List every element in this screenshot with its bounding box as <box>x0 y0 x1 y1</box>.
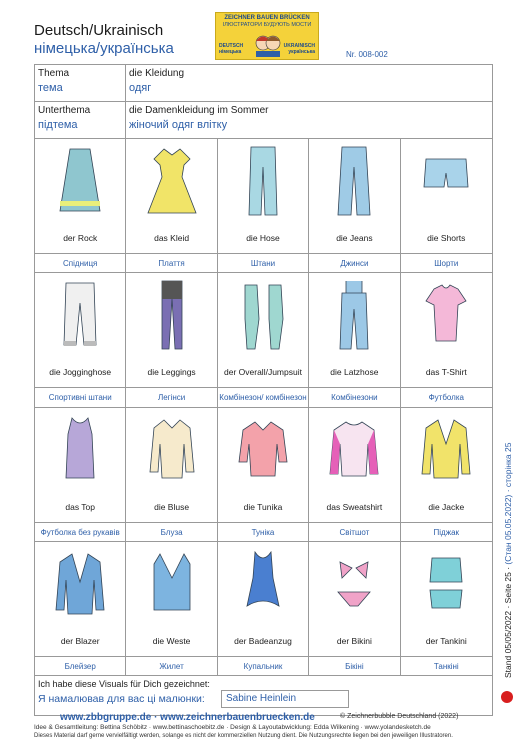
leggings-icon <box>146 279 198 353</box>
shorts-icon <box>420 145 472 219</box>
clothing-picture <box>35 408 125 500</box>
clothing-label-de: der Overall/Jumpsuit <box>218 367 308 388</box>
clothing-picture <box>35 273 125 365</box>
logo-right-text: UKRAINISCH українська <box>283 43 315 55</box>
clothing-label-de: die Latzhose <box>309 367 399 388</box>
clothing-label-ua: Футболка <box>428 393 464 403</box>
clothing-label-ua: Джинси <box>340 259 369 268</box>
clothing-card <box>126 408 217 542</box>
jumpsuit-icon <box>237 279 289 353</box>
side-stamp <box>503 443 513 678</box>
red-dot-icon <box>501 691 513 703</box>
clothing-card <box>401 408 492 542</box>
zeichner-bauen-bruecken-logo <box>215 12 319 60</box>
unterthema-label-de: Unterthema <box>38 105 91 116</box>
thema-row <box>35 65 492 102</box>
clothing-picture <box>126 408 216 500</box>
clothing-picture <box>35 542 125 634</box>
clothing-label-ua: Бікіні <box>345 661 364 671</box>
clothing-card <box>401 273 492 407</box>
clothing-label-de: die Jacke <box>401 502 492 523</box>
clothing-label-ua: Футболка без рукавів <box>40 527 120 537</box>
clothing-picture <box>309 139 399 231</box>
clothing-label-de: der Rock <box>35 233 125 254</box>
unterthema-label-ua: підтема <box>38 119 78 131</box>
sweatshirt-icon <box>328 414 380 488</box>
thema-value-cell <box>126 65 492 101</box>
clothing-card <box>309 408 400 542</box>
footer-note: Dieses Material darf gerne vervielfältigt werden, solange es nicht der kommerziellen Nutzung dient. Die Nutzungsrechte liegen bei den jeweiligen Illustratoren. <box>34 733 453 739</box>
unterthema-row <box>35 102 492 139</box>
clothing-picture <box>401 139 492 231</box>
clothing-label-ua: Спідниця <box>63 259 98 268</box>
vocabulary-table <box>34 64 493 716</box>
thema-label-cell <box>35 65 126 101</box>
clothing-picture <box>218 408 308 500</box>
vest-icon <box>146 548 198 622</box>
clothing-label-de: die Weste <box>126 636 216 657</box>
thema-value-de: die Kleidung <box>129 68 185 79</box>
tunic-icon <box>237 414 289 488</box>
clothing-card <box>218 408 309 542</box>
clothing-label-ua: Танкіні <box>433 661 459 671</box>
clothing-picture <box>218 273 308 365</box>
thema-value-ua: одяг <box>129 82 152 94</box>
clothing-label-de: die Tunika <box>218 502 308 523</box>
logo-left-text: DEUTSCH німецька <box>219 43 244 55</box>
clothing-picture <box>35 139 125 231</box>
dress-icon <box>146 145 198 219</box>
thema-label-ua: тема <box>38 82 63 94</box>
clothing-card <box>35 273 126 407</box>
grid-row-divider <box>35 407 492 408</box>
footer-credits: Idee & Gesamtleitung: Bettina Schöbitz · www.bettinaschoebitz.de · Design & Layoutabwicklung: Edda Wilkening · www.yolandesketch.de <box>34 724 431 731</box>
clothing-picture <box>401 542 492 634</box>
clothing-label-de: die Shorts <box>401 233 492 254</box>
header-title-de: Deutsch/Ukrainisch <box>34 22 164 39</box>
side-stamp-de: Stand 05/05/2022 · Seite 25 · <box>503 566 513 678</box>
clothing-label-ua: Комбінезони <box>331 393 378 403</box>
clothing-card <box>126 139 217 273</box>
clothing-label-de: das Top <box>35 502 125 523</box>
side-stamp-ua: (Стан 05.05.2022) · сторінка 25 <box>503 442 513 565</box>
clothing-label-ua: Спортивні штани <box>48 393 112 403</box>
tankini-icon <box>420 548 472 622</box>
clothing-card <box>218 273 309 407</box>
clothing-picture <box>309 542 399 634</box>
signature-label-ua: Я намалював для вас ці малюнки: <box>38 693 205 705</box>
swimsuit-icon <box>237 548 289 622</box>
logo-faces-icon <box>254 31 282 57</box>
clothing-label-ua: Купальник <box>243 661 283 671</box>
bikini-icon <box>328 548 380 622</box>
clothing-card <box>35 542 126 676</box>
unterthema-value-cell <box>126 102 492 138</box>
clothing-picture <box>309 408 399 500</box>
clothing-label-ua: Штани <box>250 259 276 268</box>
unterthema-value-ua: жіночий одяг влітку <box>129 119 228 131</box>
grid-row-divider <box>35 272 492 273</box>
clothing-card <box>309 542 400 676</box>
clothing-label-de: die Bluse <box>126 502 216 523</box>
clothing-picture <box>126 139 216 231</box>
logo-line-1: ZEICHNER BAUEN BRÜCKEN <box>224 15 310 21</box>
logo-line-2: ІЛЮСТРАТОРИ БУДУЮТЬ МОСТИ <box>222 22 312 28</box>
header-title-ua: німецька/українська <box>34 40 174 57</box>
clothing-label-ua: Світшот <box>339 527 370 537</box>
clothing-picture <box>126 542 216 634</box>
clothing-label-ua: Легінси <box>157 393 186 403</box>
illustrator-name: Sabine Heinlein <box>221 690 349 708</box>
clothing-label-ua: Комбінезон/ комбінезон <box>219 393 307 403</box>
grid-row-divider <box>35 541 492 542</box>
clothing-label-ua: Жилет <box>159 661 184 671</box>
clothing-picture <box>126 273 216 365</box>
clothing-label-de: der Tankini <box>401 636 492 657</box>
clothing-picture <box>309 273 399 365</box>
clothing-card <box>401 139 492 273</box>
signature-row <box>35 676 492 716</box>
clothing-label-de: der Blazer <box>35 636 125 657</box>
clothing-label-ua: Блуза <box>160 527 183 537</box>
tshirt-icon <box>420 279 472 353</box>
clothing-label-de: die Jogginghose <box>35 367 125 388</box>
clothing-label-de: die Jeans <box>309 233 399 254</box>
signature-label-de: Ich habe diese Visuals für Dich gezeichnet: <box>38 679 210 689</box>
thema-label-de: Thema <box>38 68 70 79</box>
clothing-card <box>401 542 492 676</box>
clothing-card <box>35 139 126 273</box>
clothing-label-de: die Hose <box>218 233 308 254</box>
clothing-label-ua: Шорти <box>434 259 459 268</box>
tank-top-icon <box>54 414 106 488</box>
trousers-icon <box>237 145 289 219</box>
clothing-card <box>309 139 400 273</box>
sweatpants-icon <box>54 279 106 353</box>
clothing-card <box>309 273 400 407</box>
clothing-card <box>218 542 309 676</box>
clothing-card <box>218 139 309 273</box>
clothing-label-ua: Плаття <box>158 259 185 268</box>
cardigan-icon <box>420 414 472 488</box>
sheet-number: Nr. 008-002 <box>346 50 388 59</box>
dungarees-icon <box>328 279 380 353</box>
clothing-label-ua: Блейзер <box>64 661 96 671</box>
clothing-card <box>126 542 217 676</box>
clothing-label-de: das Kleid <box>126 233 216 254</box>
clothing-label-de: das Sweatshirt <box>309 502 399 523</box>
clothing-label-de: das T-Shirt <box>401 367 492 388</box>
footer-copyright: © Zeichnerbubble Deutschland (2022) <box>340 713 459 720</box>
clothing-label-de: der Badeanzug <box>218 636 308 657</box>
skirt-icon <box>54 145 106 219</box>
blouse-icon <box>146 414 198 488</box>
clothing-card <box>126 273 217 407</box>
jeans-icon <box>328 145 380 219</box>
clothing-picture <box>401 408 492 500</box>
clothing-label-de: der Bikini <box>309 636 399 657</box>
unterthema-value-de: die Damenkleidung im Sommer <box>129 105 269 116</box>
clothing-label-de: die Leggings <box>126 367 216 388</box>
clothing-label-ua: Туніка <box>251 527 275 537</box>
clothing-picture <box>401 273 492 365</box>
footer-websites[interactable]: www.zbbgruppe.de · www.zeichnerbauenbruecken.de <box>60 712 315 723</box>
clothing-picture <box>218 542 308 634</box>
clothing-picture <box>218 139 308 231</box>
clothing-card <box>35 408 126 542</box>
blazer-icon <box>54 548 106 622</box>
unterthema-label-cell <box>35 102 126 138</box>
clothing-label-ua: Піджак <box>433 527 460 537</box>
